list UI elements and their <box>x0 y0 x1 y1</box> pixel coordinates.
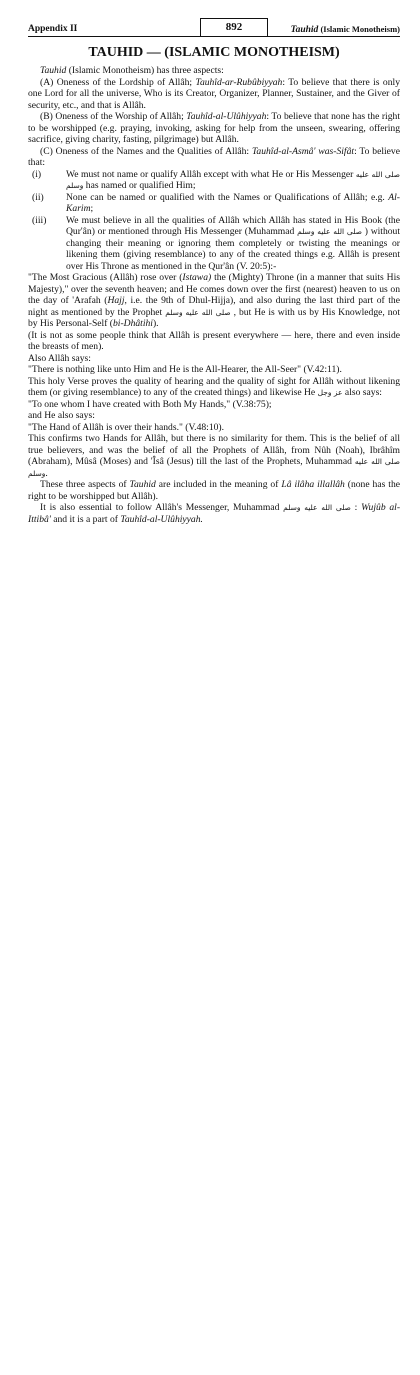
quote-paragraph: "The Hand of Allâh is over their hands." (V.48:10). <box>28 421 225 433</box>
salutation-arabic: صلى الله عليه وسلم <box>165 307 231 317</box>
salutation-arabic: صلى الله عليه وسلم <box>28 457 400 478</box>
running-header <box>28 18 400 37</box>
salutation-arabic: صلى الله عليه وسلم <box>66 169 400 190</box>
list-item-number: (i) <box>32 168 42 180</box>
confirm-paragraph: This confirms two Hands for Allâh, but there is no similarity for them. This is the belief of all true believers, and was the belief of all the Prophets of Allâh, from Nûh (Noah), Ibrâhîm (Abraham), Mûsâ (Moses) and 'Îsâ (Jesus) till the last of the Prophets, Muhammad صلى الله عليه وسلم. <box>28 433 400 479</box>
page-number: 892 <box>200 18 268 36</box>
list-item: (ii) None can be named or qualified with the Names or Qualifications of Allâh; e.g. Al-Karim; <box>32 191 400 214</box>
list-item: (iii) We must believe in all the qualities of Allâh which Allâh has stated in His Book (the Qur'ân) or mentioned through His Messenger (Muhammad صلى الله عليه وسلم ) without changing their meaning or ignoring them completely or twisting the meanings or likening them (giving resemblance) to any of the created things e.g. Allâh is present over His Throne as mentioned in the Qur'ân (V. 20:5):- <box>32 214 401 272</box>
also-says-line: Also Allâh says: <box>28 352 91 364</box>
final-paragraph: It is also essential to follow Allâh's Messenger, Muhammad صلى الله عليه وسلم : Wujûb al-Ittibâ' and it is a part of Tauhîd-al-Ulûhiyyah. <box>28 502 401 525</box>
salutation-arabic: صلى الله عليه وسلم <box>283 503 351 512</box>
page-content <box>28 44 400 525</box>
verse-note-paragraph: This holy Verse proves the quality of hearing and the quality of sight for Allâh without likening them (or giving resemblance) to any of the created things) and likewise He عز وجل also says: <box>28 375 400 398</box>
salutation-arabic: صلى الله عليه وسلم <box>297 227 362 236</box>
list-item-number: (ii) <box>32 191 44 203</box>
list-item: (i) We must not name or qualify Allâh except with what He or His Messenger صلى الله عليه وسلم has named or qualified Him; <box>32 168 400 191</box>
header-appendix-label: Appendix II <box>28 24 78 34</box>
note-paragraph: (It is not as some people think that Allâh is present everywhere — here, there and even inside the breasts of men). <box>28 329 400 352</box>
header-section-title: Tauhid (Islamic Monotheism) <box>290 24 400 35</box>
quote-paragraph: "To one whom I have created with Both My Hands," (V.38:75); <box>28 398 272 410</box>
quote-paragraph: "There is nothing like unto Him and He is the All-Hearer, the All-Seer" (V.42:11). <box>28 364 342 375</box>
section-title: TAUHID — (ISLAMIC MONOTHEISM) <box>88 45 340 60</box>
also-says-line: and He also says: <box>28 410 95 421</box>
intro-paragraph: Tauhid (Islamic Monotheism) has three aspects: <box>40 65 224 76</box>
quote-paragraph: "The Most Gracious (Allâh) rose over (Istawa) the (Mighty) Throne (in a manner that suits His Majesty)," over the seventh heaven; and He comes down over the first (nearest) heaven to us on the day of 'Arafah (Hajj, i.e. the 9th of Dhul-Hijja), and also during the last third part of the night as mentioned by the Prophet صلى الله عليه وسلم , but He is with us by His Knowledge, not by His Personal-Self (bi-Dhâtihi). <box>28 272 401 329</box>
list-item-number: (iii) <box>32 214 47 226</box>
glorification-arabic: عز وجل <box>317 388 343 397</box>
aspect-c-paragraph: (C) Oneness of the Names and the Qualities of Allâh: Tauhîd-al-Asmâ' was-Sifât: To believe that: <box>28 145 400 168</box>
three-aspects-paragraph: These three aspects of Tauhid are included in the meaning of Lâ ilâha illallâh (none has the right to be worshipped but Allâh). <box>28 479 400 502</box>
aspect-b-paragraph: (B) Oneness of the Worship of Allâh; Tauhîd-al-Ulûhiyyah: To believe that none has the right to be worshipped (e.g. praying, invoking, asking for help from the unseen, swearing, offering sacrifice, giving charity, fasting, pilgrimage) but Allâh. <box>28 111 400 145</box>
aspect-a-paragraph: (A) Oneness of the Lordship of Allâh; Tauhîd-ar-Rubûbiyyah: To believe that there is only one Lord for all the universe, Who is its Creator, Organizer, Planner, Sustainer, and the Giver of security, etc., and that is Allâh. <box>28 76 400 111</box>
